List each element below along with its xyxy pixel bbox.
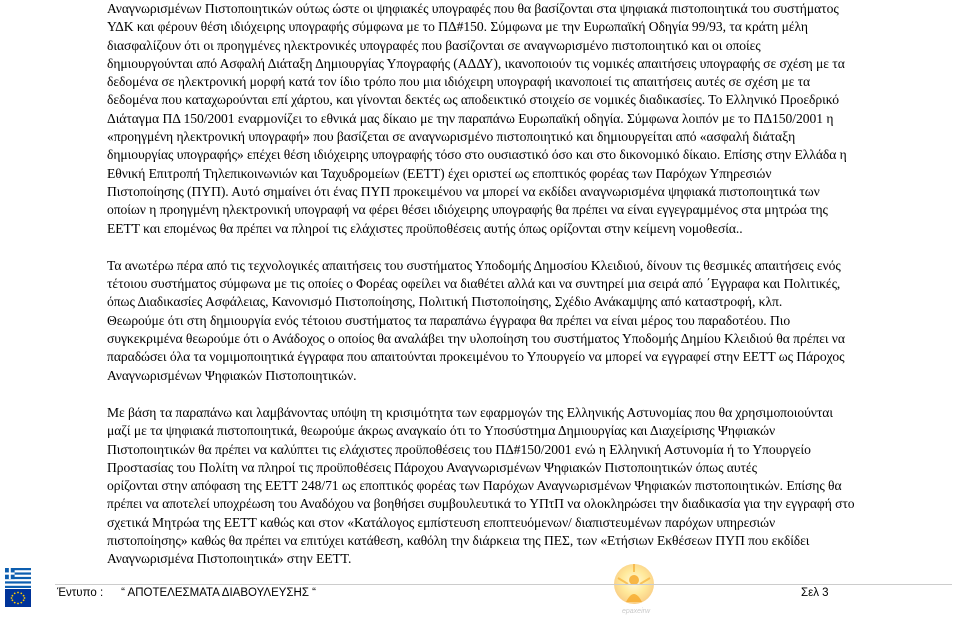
paragraph-3 bbox=[107, 404, 943, 569]
text-line: δεδομένα που καταχωρούνται επί χάρτου, και γίνονται δεκτές ως αποδεικτικό στοιχείο σε νομικές διαδικασίες. Το Ελληνικό Προεδρικό bbox=[107, 92, 839, 108]
greek-flag-icon bbox=[5, 568, 31, 588]
text-line: πιστοποίησης» καθώς θα πρέπει να επιτύχει κατάθεση, καθόλη την διάρκεια της ΠΕΣ, των «Ετήσιων Εκθέσεων ΠΥΠ που εκδίδει bbox=[107, 533, 810, 549]
footer-divider bbox=[55, 584, 952, 585]
text-line: διασφαλίζουν ότι οι προηγμένες ηλεκτρονικές υπογραφές που βασίζονται σε αναγνωρισμένο πιστοποιητικό και οι οποίες bbox=[107, 37, 761, 53]
text-line: Πιστοποίησης (ΠΥΠ). Αυτό σημαίνει ότι ένας ΠΥΠ προκειμένου να μπορεί να εκδίδει αναγνωρισμένα ψηφιακά πιστοποιητικά των bbox=[107, 183, 820, 199]
text-line: Με βάση τα παραπάνω και λαμβάνοντας υπόψη τη κρισιμότητα των εφαρμογών της Ελληνικής Αστυνομίας που θα χρησιμοποιούνται bbox=[107, 404, 833, 420]
text-line: δεδομένα σε ηλεκτρονική μορφή κατά τον ίδιο τρόπο που μια ιδιόχειρη υπογραφή ικανοποιεί τις απαιτήσεις αυτές σε σχέση με τα bbox=[107, 74, 811, 90]
text-line: τέτοιου συστήματος σύμφωνα με τις οποίες ο Φορέας οφείλει να διαθέτει αλλά και να συντηρεί μια σειρά από ΄Εγγραφα και Πολιτικές, bbox=[107, 276, 841, 292]
text-line: Διάταγμα ΠΔ 150/2001 εναρμονίζει το εθνικά μας δίκαιο με την παραπάνω Ευρωπαϊκή οδηγία. Σύμφωνα λοιπόν με το ΠΔ150/2001 η bbox=[107, 110, 834, 126]
text-line: οποίων η προηγμένη ηλεκτρονική υπογραφή να φέρει θέσει ιδιόχειρης υπογραφής θα πρέπει να είναι εγγεγραμμένος στα μητρώα της bbox=[107, 202, 828, 218]
text-line: ορίζονται στην απόφαση της ΕΕΤΤ 248/71 ως εποπτικός φορέας των Παρόχων Αναγνωρισμένων Ψηφιακών πιστοποιητικών. Επίσης θα bbox=[107, 478, 842, 494]
text-line: ΕΕΤΤ και επομένως θα πρέπει να πληροί τις ελάχιστες προϋποθέσεις αυτής όπως ορίζονται στην κείμενη νομοθεσία.. bbox=[107, 220, 743, 236]
paragraph-1 bbox=[107, 0, 943, 238]
footer-label: Έντυπο : bbox=[57, 587, 104, 599]
text-line: δημιουργίας υπογραφής» επέχει θέση ιδιόχειρης υπογραφής τόσο στο ουσιαστικό όσο και στο δικονομικό δίκαιο. Επίσης στην Ελλάδα η bbox=[107, 147, 847, 163]
text-line: όπως Διαδικασίες Ασφάλειας, Κανονισμό Πιστοποίησης, Πολιτική Πιστοποίησης, Σχέδιο Ανάκαμψης από καταστροφή, κλπ. bbox=[107, 294, 783, 310]
text-line: ΥΔΚ και φέρουν θέση ιδιόχειρης υπογραφής σύμφωνα με το ΠΔ#150. Σύμφωνα με την Ευρωπαϊκή Οδηγία 99/93, τα κράτη μέλη bbox=[107, 19, 808, 35]
eu-flag-icon bbox=[5, 589, 31, 607]
text-line: Τα ανωτέρω πέρα από τις τεχνολογικές απαιτήσεις του συστήματος Υποδομής Δημοσίου Κλειδιού, δίνουν τις θεσμικές απαιτήσεις ενός bbox=[107, 257, 841, 273]
text-line: πρέπει να αποτελεί υποχρέωση του Αναδόχου να βοηθήσει συμβουλευτικά το ΥΠτΠ να ολοκληρώσει την διαδικασία για την εγγραφή στο bbox=[107, 496, 855, 512]
text-line: Αναγνωρισμένα Πιστοποιητικά» στην ΕΕΤΤ. bbox=[107, 551, 352, 567]
footer-form-info bbox=[57, 587, 316, 599]
document-body bbox=[107, 0, 943, 569]
logo-text: epaxeirw bbox=[622, 608, 651, 615]
page-number: Σελ 3 bbox=[801, 587, 829, 599]
text-line: μαζί με τα ψηφιακά πιστοποιητικά, θεωρούμε άκρως αναγκαίο ότι το Υποσύστημα Δημιουργίας και Διαχείρισης Ψηφιακών bbox=[107, 423, 776, 439]
page-footer bbox=[0, 560, 960, 619]
text-line: Αναγνωρισμένων Πιστοποιητικών ούτως ώστε οι ψηφιακές υπογραφές που θα βασίζονται στα ψηφιακά πιστοποιητικά του συστήματος bbox=[107, 1, 839, 16]
text-line: συγκεκριμένα θεωρούμε ότι ο Ανάδοχος ο οποίος θα αναλάβει την υλοποίηση του συστήματος Υποδομής Δημίου Κλειδιού θα πρέπει να bbox=[107, 331, 845, 347]
text-line: δημιουργούνται από Ασφαλή Διάταξη Δημιουργίας Υπογραφής (ΑΔΔΥ), ικανοποιούν τις νομικές απαιτήσεις υπογραφής σε σχέση με τα bbox=[107, 55, 845, 71]
text-line: «προηγμένη ηλεκτρονική υπογραφή» που βασίζεται σε αναγνωρισμένο πιστοποιητικό και δημιουργείται από «ασφαλή διάταξη bbox=[107, 129, 796, 145]
text-line: παραδώσει όλα τα νομιμοποιητικά έγγραφα που απαιτούνται προκειμένου το Υπουργείο να μπορεί να εγγραφεί στην ΕΕΤΤ ως Πάροχος bbox=[107, 349, 845, 365]
text-line: Προστασίας του Πολίτη να πληροί τις προϋποθέσεις Πάροχου Αναγνωρισμένων Ψηφιακών Πιστοποιητικών όπως αυτές bbox=[107, 459, 757, 475]
footer-title: “ ΑΠΟΤΕΛΕΣΜΑΤΑ ΔΙΑΒΟΥΛΕΥΣΗΣ “ bbox=[121, 587, 316, 599]
text-line: Θεωρούμε ότι στη δημιουργία ενός τέτοιου συστήματος τα παραπάνω έγγραφα θα πρέπει να είναι μέρος του παραδοτέου. Πιο bbox=[107, 312, 791, 328]
text-line: Πιστοποιητικών θα πρέπει να καλύπτει τις ελάχιστες προϋποθέσεις του ΠΔ#150/2001 ενώ η Ελληνική Αστυνομία ή το Υπουργείο bbox=[107, 441, 811, 457]
text-line: Εθνική Επιτροπή Τηλεπικοινωνιών και Ταχυδρομείων (ΕΕΤΤ) έχει οριστεί ως εποπτικός φορέας των Παρόχων Υπηρεσιών bbox=[107, 165, 772, 181]
text-line: σχετικά Μητρώα της ΕΕΤΤ καθώς και στον «Κατάλογος εμπίστευση εποπτευόμενων/ διαπιστευμένων παρόχων υπηρεσιών bbox=[107, 514, 776, 530]
text-line: Αναγνωρισμένων Ψηφιακών Πιστοποιητικών. bbox=[107, 367, 357, 383]
paragraph-2 bbox=[107, 257, 943, 385]
